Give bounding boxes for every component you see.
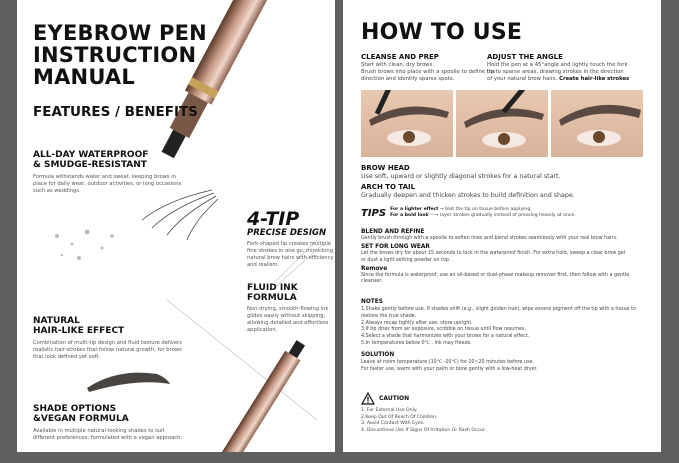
feature-title: SHADE OPTIONS [33, 404, 117, 414]
step-line: Brush brows into place with a spoolie to define the [361, 69, 496, 75]
feature-waterproof [33, 150, 183, 195]
feature-title: &VEGAN FORMULA [33, 414, 129, 424]
step-line: Start with clean, dry brows. [361, 62, 434, 68]
tip-key: For a lighter effect [390, 207, 439, 212]
eye-photo-1 [361, 90, 453, 157]
note-item: 1.Shake gently before use. If shades shift (e.g., slight golden hue), wipe excess pigment off the tip with a tissue to restore the true shade. [361, 307, 636, 319]
step-emphasis: Create hair-like strokes [559, 76, 630, 82]
feature-title: NATURAL [33, 316, 80, 326]
tips-box: TIPS For a lighter effect → blot the tip on tissue before applying. For a bold look —→ layer strokes gradually instead of pressing heavily at once. [361, 207, 576, 219]
warning-triangle-icon [361, 392, 375, 405]
tips-label: TIPS [361, 207, 387, 219]
feature-fluid-ink [247, 283, 335, 334]
brow-head-section [361, 164, 651, 199]
caution-item: 3. Avoid Contact With Eyes. [361, 421, 425, 426]
title-line: INSTRUCTION [33, 43, 197, 67]
section-text: Use soft, upward or slightly diagonal strokes for a natural start. [361, 173, 561, 180]
feature-title: 4-TIP [247, 208, 300, 230]
section-title: SET FOR LONG WEAR [361, 244, 430, 251]
feature-title: FORMULA [247, 293, 297, 303]
caution-item: 1. For External Use Only. [361, 408, 418, 413]
note-item: 2.Always recap tightly after use; store upright. [361, 320, 473, 326]
solution-line: For faster use, warm with your palm or blow gently with a low-heat dryer. [361, 366, 538, 372]
step-title: CLEANSE AND PREP [361, 53, 439, 61]
caution-item: 2.Keep Out Of Reach Of Children. [361, 414, 438, 420]
subtitle: FEATURES / BENEFITS [33, 104, 198, 120]
note-item: 3.If tip dries from air exposure, scribble on tissue until flow resumes. [361, 327, 526, 333]
step-line: tip to sparse areas, drawing strokes in the direction [487, 69, 624, 75]
tip-value: layer strokes gradually instead of pressing heavily at once. [439, 213, 576, 218]
title-line: EYEBROW PEN [33, 21, 207, 45]
section-title: BLEND AND REFINE [361, 229, 425, 235]
step-angle [487, 53, 647, 83]
caution-item: 4. Discontinue Use If Signs Of Irritation Or Rash Occur. [361, 427, 486, 433]
note-item: 5.In temperatures below 0℃ , ink may freeze. [361, 340, 472, 346]
notes-section [361, 298, 651, 373]
page-title: HOW TO USE [361, 20, 523, 45]
title-line: MANUAL [33, 65, 135, 89]
how-to-use-page [343, 0, 661, 452]
feature-title: HAIR-LIKE EFFECT [33, 326, 125, 336]
section-title: Remove [361, 265, 388, 272]
features-page [17, 0, 335, 452]
note-item: 4.Select a shade that harmonizes with your brows for a natural effect. [361, 334, 530, 340]
feature-4tip [247, 210, 335, 269]
step-cleanse [361, 53, 501, 83]
caution-section [361, 392, 561, 434]
step-line: of your natural brow hairs. [487, 76, 558, 82]
feature-title: FLUID INK [247, 283, 298, 293]
feature-text: Formula withstands water and sweat, keeping brows in place for daily wear, outdoor activities, or long occasions such as weddings. [33, 174, 182, 194]
tip-value: blot the tip on tissue before applying. [445, 207, 532, 212]
section-title: BROW HEAD [361, 164, 410, 172]
caution-title: CAUTION [379, 395, 410, 402]
section-text: Since the formula is waterproof, use an oil-based or dual-phase makeup remover first, then follow with a gentle cleanser. [361, 272, 630, 285]
feature-text: Fork-shaped tip creates multiple fine strokes in one go, mimicking natural brow hairs with efficiency and realism. [247, 241, 334, 268]
step-line: Hold the pen at a 45°angle and lightly touch the fork [487, 62, 628, 68]
refine-section [361, 229, 651, 285]
feature-title: & SMUDGE-RESISTANT [33, 160, 147, 170]
step-line: direction and identify sparse spots. [361, 76, 455, 82]
feature-text: Combination of multi-tip design and fluid texture delivers realistic hair-strokes that follow natural growth, for brows that look defined yet soft. [33, 340, 182, 360]
eye-photo-3 [551, 90, 643, 157]
section-text: Gently brush through with a spoolie to soften lines and blend strokes seamlessly with your real brow hairs. [361, 236, 618, 241]
eye-photo-2 [456, 90, 548, 157]
section-title: SOLUTION [361, 351, 395, 358]
solution-line: Leave at room temperature (10℃ -20℃) for 10~20 minutes before use. [361, 359, 535, 365]
section-text: Let the brows dry for about 15 seconds to lock in the waterproof finish. For extra hold, sweep a clear brow gel or dust a light setting powder on top. [361, 251, 626, 263]
feature-title: PRECISE DESIGN [247, 228, 327, 238]
tip-key: For a bold look [390, 213, 429, 218]
section-title: NOTES [361, 299, 383, 305]
feature-title: ALL-DAY WATERPROOF [33, 150, 149, 160]
feature-text: Non-drying, smooth-flowing ink glides easily without skipping, allowing detailed and effortless application. [247, 306, 329, 333]
feature-natural [33, 316, 183, 361]
section-text: Gradually deepen and thicken strokes to build definition and shape. [361, 192, 575, 199]
step-title: ADJUST THE ANGLE [487, 53, 563, 61]
feature-text: Available in multiple natural-looking shades to suit different preferences; formulated with a vegan approach. [33, 428, 183, 441]
feature-shade [33, 404, 183, 442]
section-title: ARCH TO TAIL [361, 183, 416, 191]
